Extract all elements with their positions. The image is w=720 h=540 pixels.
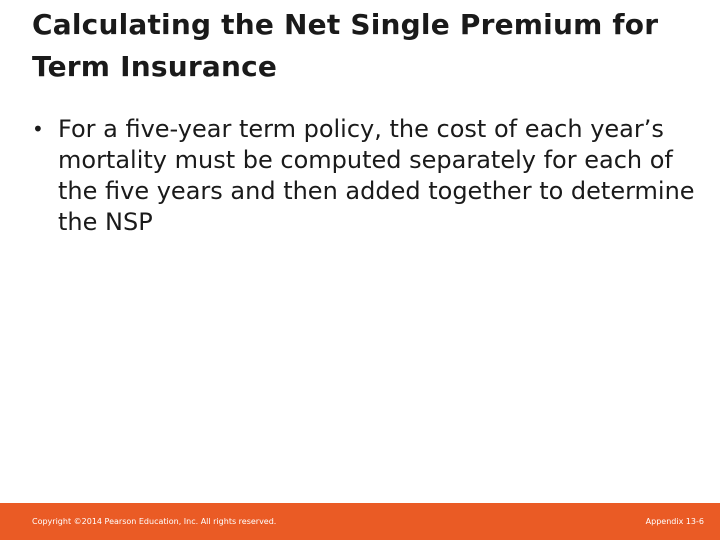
bullet-list [32,114,702,238]
bullet-marker-icon: • [32,117,44,141]
bullet-text: For a five-year term policy, the cost of each year’s mortality must be computed separately for each of the five years and then added together to determine the NSP [58,115,695,236]
footer-copyright: Copyright ©2014 Pearson Education, Inc. All rights reserved. [32,517,277,526]
bullet-item [32,114,702,238]
slide-title: Calculating the Net Single Premium for Term Insurance [32,8,659,83]
footer-bar [0,503,720,540]
footer-page-label: Appendix 13-6 [645,517,704,526]
